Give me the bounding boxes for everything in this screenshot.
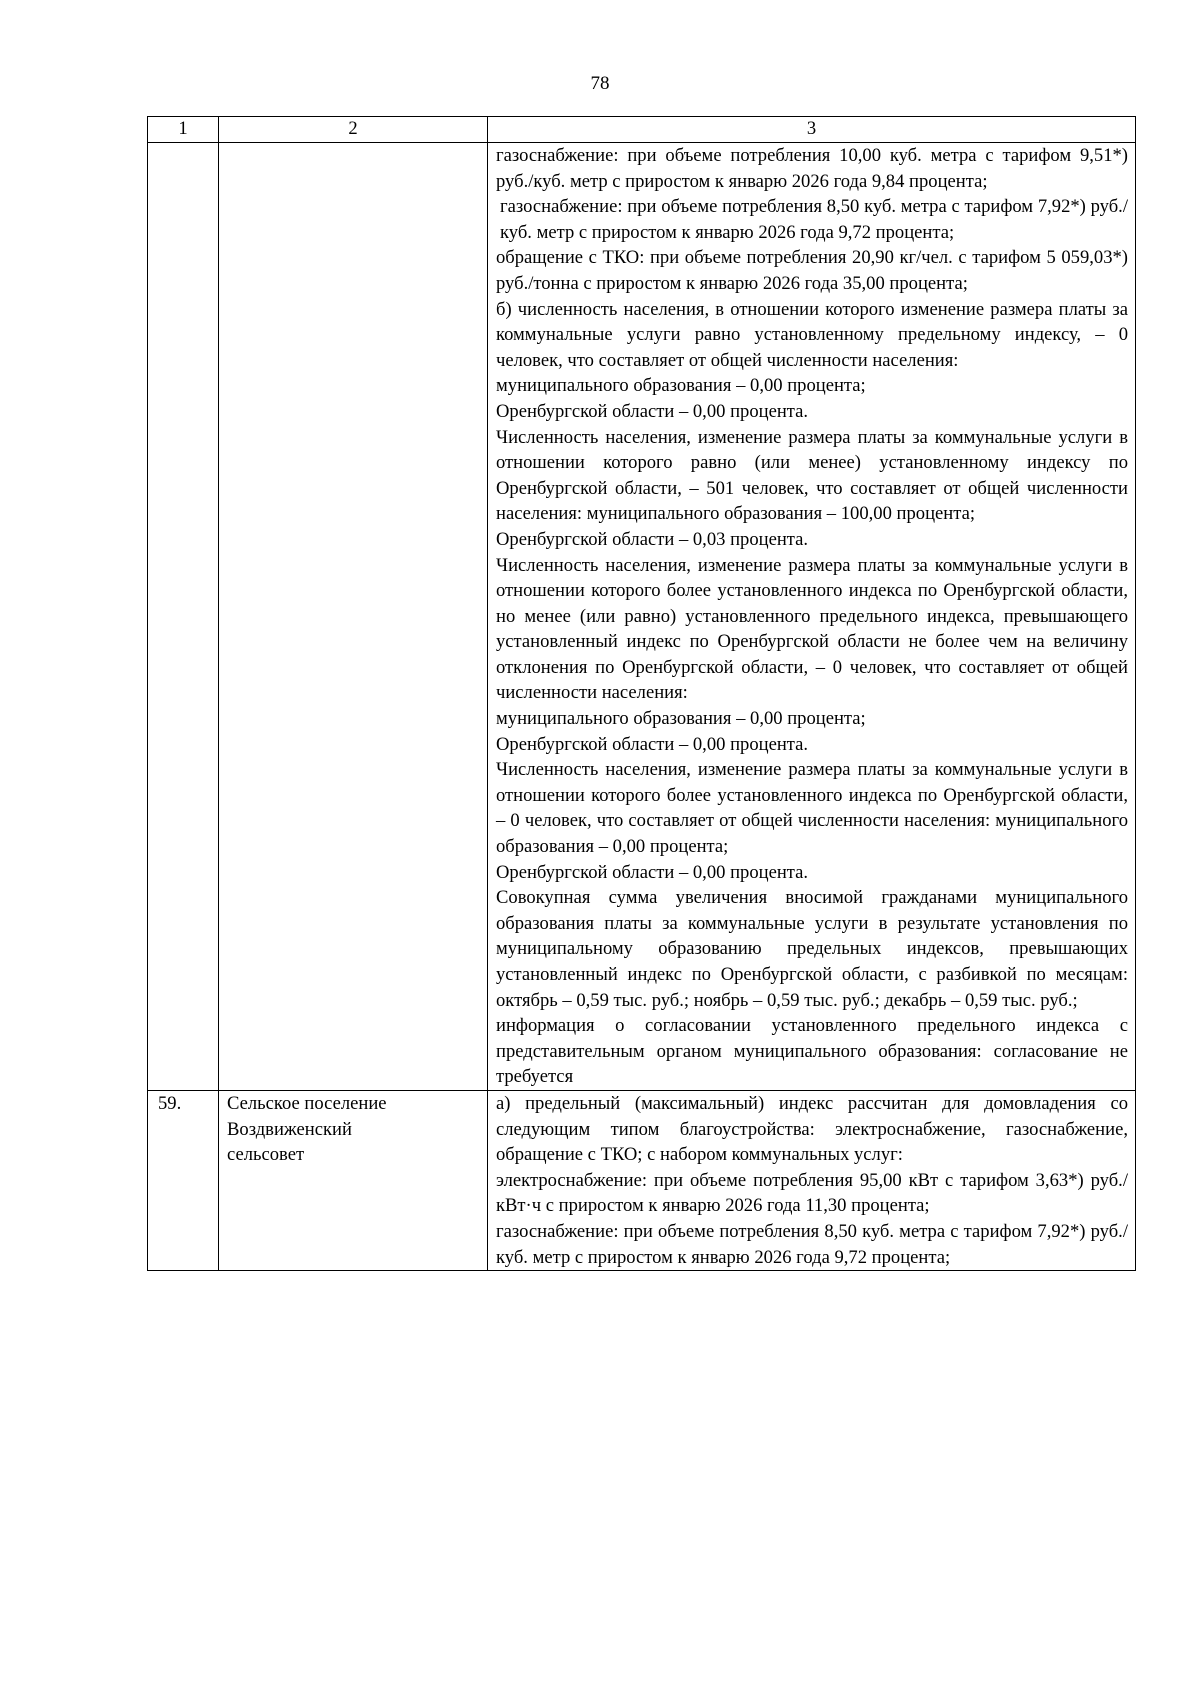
paragraph: Численность населения, изменение размера платы за коммунальные услуги в отношении которого более установленного индекса по Оренбургской области, – 0 человек, что составляет от общей численности населения: муниципального образования – 0,00 процента; xyxy=(496,759,1128,858)
paragraph: газоснабжение: при объеме потребления 8,50 куб. метра с тарифом 7,92*) руб./куб. метр с приростом к январю 2026 года 9,72 процента; xyxy=(496,1220,1128,1268)
data-table xyxy=(147,116,1136,1271)
indicator-cell xyxy=(488,143,1136,1091)
settlement-name-line: сельсовет xyxy=(227,1144,305,1166)
page-number: 78 xyxy=(590,73,610,94)
paragraph: муниципального образования – 0,00 процента; xyxy=(496,375,866,397)
table-row xyxy=(148,143,1136,1091)
settlement-cell xyxy=(219,143,488,1091)
indicator-cell xyxy=(488,1090,1136,1270)
paragraph: Совокупная сумма увеличения вносимой гражданами муниципального образования платы за коммунальные услуги в результате установления по муниципальному образованию предельных индексов, превышающих установленный индекс по Оренбургской области, с разбивкой по месяцам: октябрь – 0,59 тыс. руб.; ноябрь – 0,59 тыс. руб.; декабрь – 0,59 тыс. руб.; xyxy=(496,887,1128,1011)
paragraph: Численность населения, изменение размера платы за коммунальные услуги в отношении которого более установленного индекса по Оренбургской области, но менее (или равно) установленного предельного индекса, превышающего установленный индекс по Оренбургской области не более чем на величину отклонения по Оренбургской области, – 0 человек, что составляет от общей численности населения: xyxy=(496,554,1128,704)
paragraph: информация о согласовании установленного предельного индекса с представительным органом муниципального образования: согласование не требуется xyxy=(496,1015,1128,1088)
table-row xyxy=(148,1090,1136,1270)
settlement-cell xyxy=(219,1090,488,1270)
column-header: 1 xyxy=(148,117,219,143)
paragraph: газоснабжение: при объеме потребления 8,50 куб. метра с тарифом 7,92*) руб./куб. метр с приростом к январю 2026 года 9,72 процента; xyxy=(500,196,1128,243)
row-number-cell xyxy=(148,143,219,1091)
paragraph: Оренбургской области – 0,00 процента. xyxy=(496,733,809,755)
paragraph: муниципального образования – 0,00 процента; xyxy=(496,708,866,730)
paragraph: б) численность населения, в отношении которого изменение размера платы за коммунальные услуги равно установленному предельному индексу, – 0 человек, что составляет от общей численности населения: xyxy=(496,298,1128,371)
paragraph: электроснабжение: при объеме потребления 95,00 кВт с тарифом 3,63*) руб./кВт·ч с приростом к январю 2026 года 11,30 процента; xyxy=(496,1169,1128,1217)
paragraph: Оренбургской области – 0,00 процента. xyxy=(496,400,809,422)
paragraph: Численность населения, изменение размера платы за коммунальные услуги в отношении которого равно (или менее) установленному индексу по Оренбургской области, – 501 человек, что составляет от общей численности населения: муниципального образования – 100,00 процента; xyxy=(496,426,1128,525)
paragraph: обращение с ТКО: при объеме потребления 20,90 кг/чел. с тарифом 5 059,03*) руб./тонна с приростом к январю 2026 года 35,00 процента; xyxy=(496,247,1128,294)
row-number-cell: 59. xyxy=(148,1090,219,1270)
paragraph: газоснабжение: при объеме потребления 10,00 куб. метра с тарифом 9,51*) руб./куб. метр с приростом к январю 2026 года 9,84 процента; xyxy=(496,145,1128,192)
paragraph: Оренбургской области – 0,00 процента. xyxy=(496,861,809,883)
table-header-row xyxy=(148,117,1136,143)
column-header: 2 xyxy=(219,117,488,143)
paragraph: а) предельный (максимальный) индекс рассчитан для домовладения со следующим типом благоустройства: электроснабжение, газоснабжение, обращение с ТКО; с набором коммунальных услуг: xyxy=(496,1092,1128,1166)
settlement-name-line: Сельское поселение xyxy=(227,1092,387,1114)
column-header: 3 xyxy=(488,117,1136,143)
paragraph: Оренбургской области – 0,03 процента. xyxy=(496,528,809,550)
settlement-name-line: Воздвиженский xyxy=(227,1118,352,1140)
